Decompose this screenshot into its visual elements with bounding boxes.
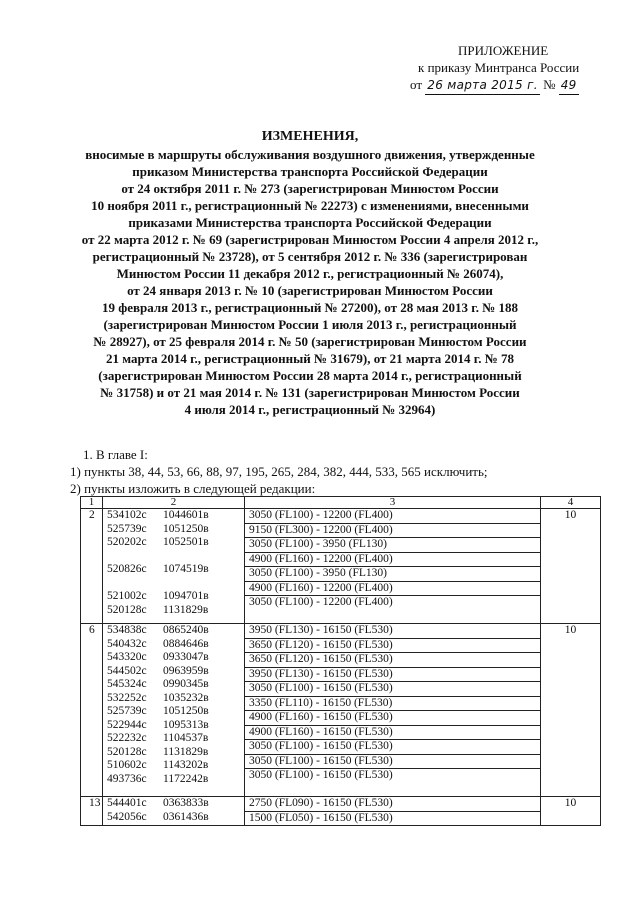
- route-points-cell: [103, 624, 245, 797]
- table-header-row: [81, 497, 601, 509]
- point-coordinates: [107, 665, 240, 679]
- handwritten-number: 49: [559, 77, 579, 95]
- number-sign: №: [543, 77, 556, 92]
- latitude: 525739с: [107, 705, 147, 717]
- longitude: 1052501в: [163, 536, 209, 548]
- flight-level: [249, 783, 536, 797]
- point-coordinates: [107, 550, 240, 564]
- flight-level: 4900 (FL160) - 12200 (FL400): [245, 582, 540, 597]
- heading-line: № 31758) и от 21 мая 2014 г. № 131 (зарегистрирован Минюстом России: [100, 385, 520, 400]
- longitude: 1143202в: [163, 759, 209, 771]
- document-title: ИЗМЕНЕНИЯ,: [261, 129, 359, 144]
- flight-level: 3050 (FL100) - 16150 (FL530): [249, 769, 393, 781]
- flight-level: 3650 (FL120) - 16150 (FL530): [245, 639, 540, 654]
- flight-level: 3950 (FL130) - 16150 (FL530): [245, 668, 540, 683]
- longitude: 0361436в: [163, 810, 209, 823]
- route-value: 10: [541, 509, 601, 624]
- latitude: 520202с: [107, 536, 147, 548]
- heading-line: регистрационный № 23728), от 5 сентября 2012 г. № 336 (зарегистрирован: [92, 249, 528, 264]
- route-number: 6: [81, 624, 103, 797]
- date-prefix: от: [410, 77, 423, 92]
- route-value: 10: [541, 797, 601, 826]
- latitude: 522944с: [107, 718, 147, 731]
- appendix-date-line: [410, 76, 610, 95]
- flight-level: 9150 (FL300) - 12200 (FL400): [245, 524, 540, 539]
- latitude: 540432с: [107, 637, 147, 650]
- route-points-cell: [103, 509, 245, 624]
- flight-level: 3050 (FL100) - 3950 (FL130): [245, 538, 540, 553]
- flight-level: 3050 (FL100) - 3950 (FL130): [245, 567, 540, 582]
- point-coordinates: [107, 536, 240, 550]
- table-row: [81, 624, 601, 797]
- flight-level: 4900 (FL160) - 16150 (FL530): [245, 726, 540, 741]
- point-coordinates: [107, 678, 240, 692]
- heading-line: (зарегистрирован Минюстом России 28 марта 2014 г., регистрационный: [98, 368, 522, 383]
- handwritten-date: 26 марта 2015 г.: [425, 77, 540, 95]
- route-number: 2: [81, 509, 103, 624]
- longitude: 1035232в: [163, 691, 209, 704]
- latitude: 525739с: [107, 522, 147, 535]
- flight-level: 3050 (FL100) - 12200 (FL400): [245, 509, 540, 524]
- heading-line: от 22 марта 2012 г. № 69 (зарегистрирован Минюстом России 4 апреля 2012 г.,: [81, 232, 539, 247]
- latitude: 545324с: [107, 678, 147, 690]
- heading-line: приказом Министерства транспорта Российской Федерации: [132, 164, 488, 179]
- point-coordinates: [107, 604, 240, 618]
- exclude-items-text: 1) пункты 38, 44, 53, 66, 88, 97, 195, 265, 284, 382, 444, 533, 565 исключить;: [70, 464, 488, 479]
- point-coordinates: [107, 651, 240, 665]
- table-row: [81, 797, 601, 826]
- latitude: 510602с: [107, 759, 147, 771]
- appendix-title: ПРИЛОЖЕНИЕ: [458, 43, 549, 58]
- column-header: 3: [245, 497, 541, 509]
- longitude: 0933047в: [163, 651, 209, 663]
- point-coordinates: [107, 509, 240, 523]
- latitude: 522232с: [107, 732, 147, 744]
- longitude: 1074519в: [163, 563, 209, 575]
- heading-line: приказами Министерства транспорта Российской Федерации: [128, 215, 492, 230]
- latitude: 520128с: [107, 603, 147, 616]
- point-coordinates: [107, 523, 240, 537]
- flight-levels-cell: [245, 797, 541, 826]
- heading-line: Минюстом России 11 декабря 2012 г., регистрационный № 26074),: [116, 266, 504, 281]
- route-points-cell: [103, 797, 245, 826]
- longitude: 1051250в: [163, 522, 209, 535]
- latitude: 532252с: [107, 691, 147, 704]
- point-coordinates: [107, 732, 240, 746]
- heading-line: вносимые в маршруты обслуживания воздушного движения, утвержденные: [85, 147, 535, 162]
- flight-levels-cell: [245, 624, 541, 797]
- point-coordinates: [107, 746, 240, 760]
- longitude: 1131829в: [163, 745, 209, 758]
- latitude: 544502с: [107, 664, 147, 677]
- heading-line: 21 марта 2014 г., регистрационный № 31679), от 21 марта 2014 г. № 78: [105, 351, 515, 366]
- heading-line: № 28927), от 25 февраля 2014 г. № 50 (зарегистрирован Минюстом России: [93, 334, 527, 349]
- appendix-order: к приказу Минтранса России: [418, 60, 580, 75]
- longitude: 1104537в: [163, 732, 209, 744]
- latitude: 493736с: [107, 772, 147, 785]
- route-number: 13: [81, 797, 103, 826]
- flight-level: 1500 (FL050) - 16150 (FL530): [249, 811, 393, 824]
- flight-level: 4900 (FL160) - 16150 (FL530): [245, 711, 540, 726]
- flight-level: [249, 610, 536, 624]
- point-coordinates: [107, 719, 240, 733]
- heading-line: 19 февраля 2013 г., регистрационный № 27200), от 28 мая 2013 г. № 188: [101, 300, 519, 315]
- heading-line: от 24 января 2013 г. № 10 (зарегистрирован Минюстом России: [127, 283, 493, 298]
- flight-level: 3350 (FL110) - 16150 (FL530): [245, 697, 540, 712]
- flight-level: 3650 (FL120) - 16150 (FL530): [245, 653, 540, 668]
- latitude: 544401с: [107, 797, 147, 809]
- longitude: 1094701в: [163, 590, 209, 602]
- longitude: 1095313в: [163, 718, 209, 731]
- point-coordinates: [107, 590, 240, 604]
- latitude: 543320с: [107, 651, 147, 663]
- longitude: 0865240в: [163, 624, 209, 636]
- appendix-block: [410, 42, 610, 95]
- longitude: 0963959в: [163, 664, 209, 677]
- point-coordinates: [107, 563, 240, 577]
- longitude: 0363833в: [163, 797, 209, 809]
- latitude: 521002с: [107, 590, 147, 602]
- longitude: 0884646в: [163, 637, 209, 650]
- heading-line: 10 ноября 2011 г., регистрационный № 22273) с изменениями, внесенными: [91, 198, 529, 213]
- flight-levels-cell: [245, 509, 541, 624]
- latitude: 520826с: [107, 563, 147, 575]
- longitude: 0990345в: [163, 678, 209, 690]
- column-header: 1: [81, 497, 103, 509]
- flight-level: 2750 (FL090) - 16150 (FL530): [245, 797, 540, 812]
- longitude: 1172242в: [163, 772, 209, 785]
- point-coordinates: [107, 811, 240, 825]
- column-header: 2: [103, 497, 245, 509]
- longitude: 1044601в: [163, 509, 209, 521]
- point-coordinates: [107, 705, 240, 719]
- table-row: [81, 509, 601, 624]
- routes-table-body: [81, 509, 601, 826]
- longitude: 1131829в: [163, 603, 209, 616]
- point-coordinates: [107, 797, 240, 811]
- longitude: 1051250в: [163, 705, 209, 717]
- latitude: 534102с: [107, 509, 147, 521]
- heading-line: 4 июля 2014 г., регистрационный № 32964): [184, 402, 436, 417]
- intro-text: [70, 446, 610, 497]
- column-header: 4: [541, 497, 601, 509]
- heading-line: (зарегистрирован Минюстом России 1 июля 2013 г., регистрационный: [103, 317, 517, 332]
- flight-level: 3050 (FL100) - 16150 (FL530): [245, 755, 540, 770]
- point-coordinates: [107, 577, 240, 591]
- document-heading: [60, 128, 560, 418]
- latitude: 542056с: [107, 810, 147, 823]
- restate-items-text: 2) пункты изложить в следующей редакции:: [70, 481, 316, 496]
- point-coordinates: [107, 759, 240, 773]
- point-coordinates: [107, 692, 240, 706]
- flight-level: 3050 (FL100) - 16150 (FL530): [245, 682, 540, 697]
- chapter-label: 1. В главе I:: [83, 447, 148, 462]
- flight-level: 3950 (FL130) - 16150 (FL530): [245, 624, 540, 639]
- flight-level: 4900 (FL160) - 12200 (FL400): [245, 553, 540, 568]
- heading-line: от 24 октября 2011 г. № 273 (зарегистрирован Минюстом России: [121, 181, 499, 196]
- route-value: 10: [541, 624, 601, 797]
- latitude: 520128с: [107, 745, 147, 758]
- routes-table: [80, 496, 601, 826]
- point-coordinates: [107, 624, 240, 638]
- latitude: 534838с: [107, 624, 147, 636]
- point-coordinates: [107, 638, 240, 652]
- flight-level: 3050 (FL100) - 12200 (FL400): [249, 596, 393, 608]
- flight-level: 3050 (FL100) - 16150 (FL530): [245, 740, 540, 755]
- point-coordinates: [107, 773, 240, 787]
